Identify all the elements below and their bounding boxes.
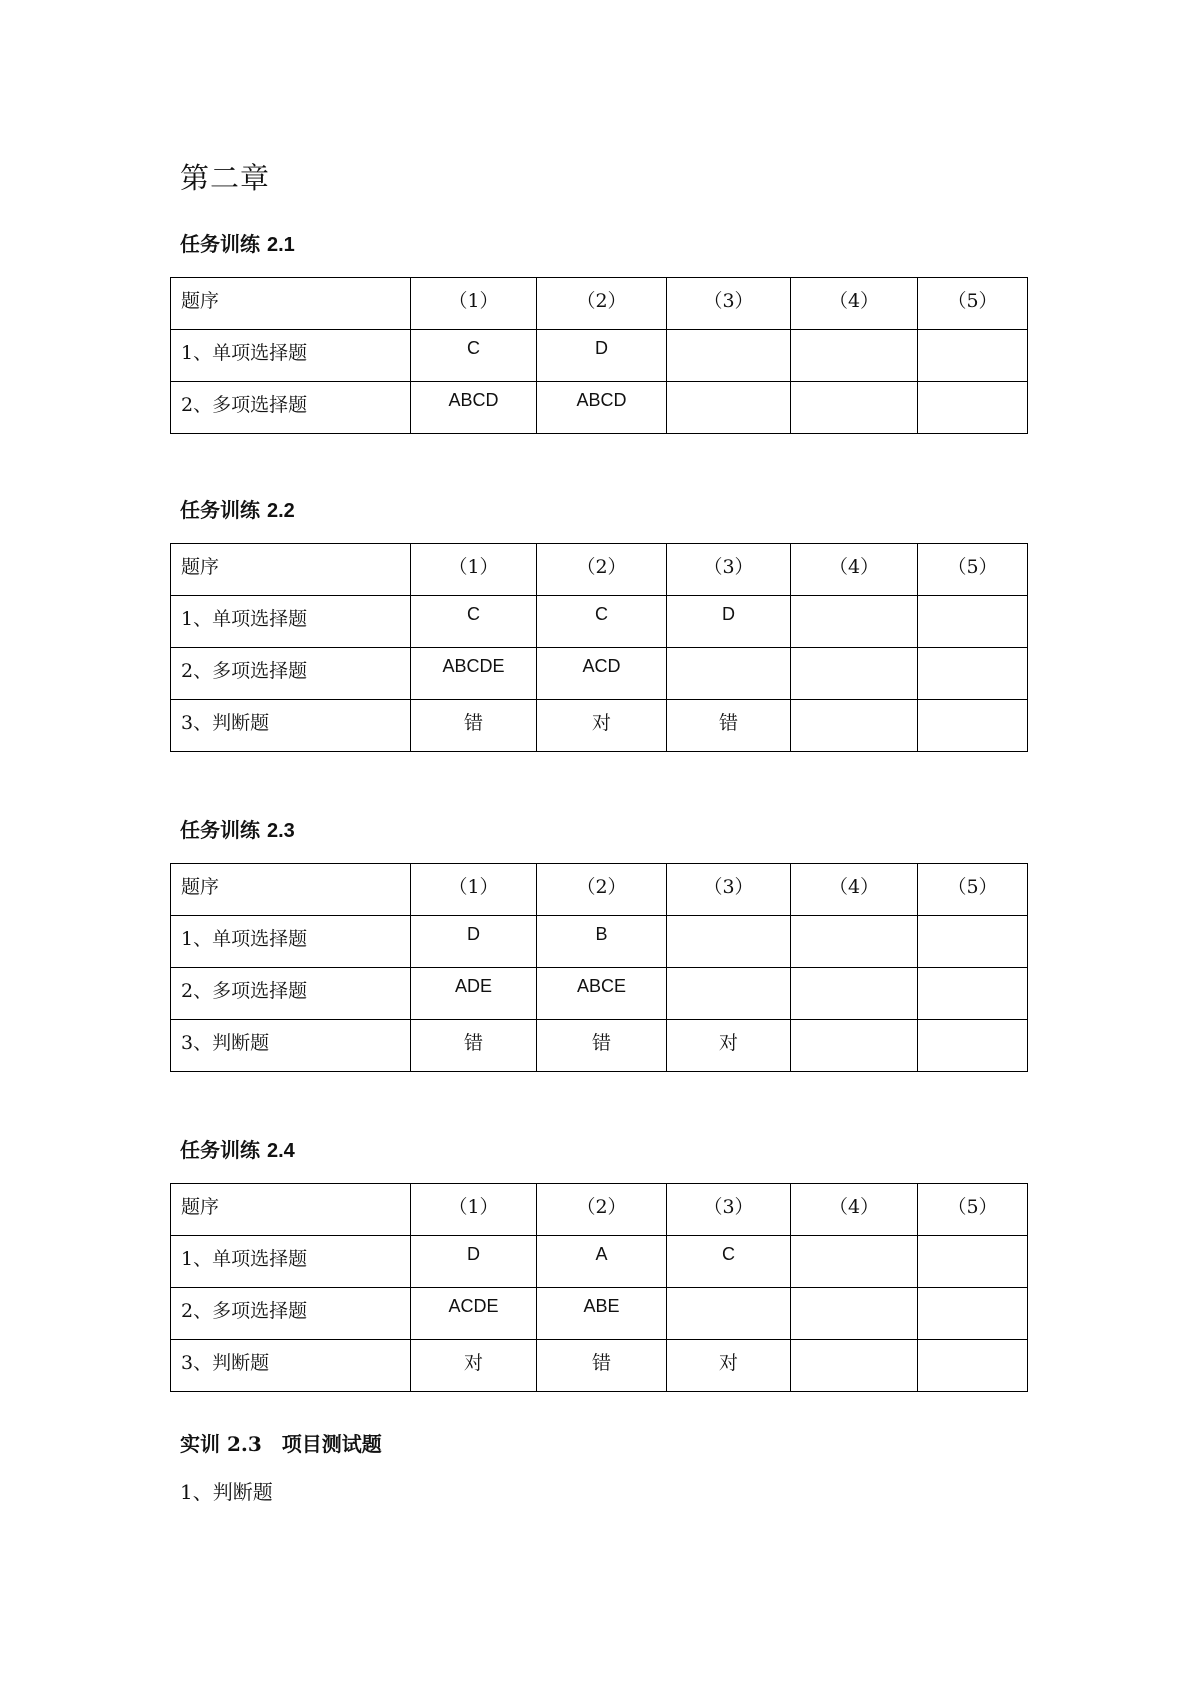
- header-cell: 题序: [171, 544, 411, 596]
- header-cell: （1）: [411, 1184, 537, 1236]
- header-cell: （2）: [537, 278, 667, 330]
- answer-cell: [918, 330, 1028, 382]
- section-heading-label: 任务训练: [180, 818, 260, 842]
- answer-cell: D: [667, 596, 791, 648]
- answer-cell: D: [411, 1236, 537, 1288]
- answer-cell: [918, 382, 1028, 434]
- answer-cell: 对: [667, 1020, 791, 1072]
- answer-cell: ABCD: [537, 382, 667, 434]
- header-cell: （4）: [791, 1184, 918, 1236]
- answer-table-2-2: [170, 543, 1028, 752]
- section-heading-label: 任务训练: [180, 1138, 260, 1162]
- answer-cell: 对: [667, 1340, 791, 1392]
- row-label-cell: 2、多项选择题: [171, 1288, 411, 1340]
- header-cell: 题序: [171, 278, 411, 330]
- header-cell: （4）: [791, 864, 918, 916]
- answer-cell: A: [537, 1236, 667, 1288]
- section-heading-2-3: [180, 814, 295, 843]
- answer-cell: [667, 968, 791, 1020]
- table-row: [171, 1288, 1028, 1340]
- answer-cell: [791, 330, 918, 382]
- section-heading-number: 2.4: [266, 1140, 295, 1162]
- answer-cell: C: [411, 596, 537, 648]
- section-heading-number: 2.1: [266, 234, 295, 256]
- table-row: [171, 700, 1028, 752]
- table-row: [171, 916, 1028, 968]
- answer-cell: ADE: [411, 968, 537, 1020]
- row-label-cell: 1、单项选择题: [171, 916, 411, 968]
- answer-table-2-3: [170, 863, 1028, 1072]
- answer-cell: [918, 1020, 1028, 1072]
- answer-cell: ACD: [537, 648, 667, 700]
- header-cell: （4）: [791, 278, 918, 330]
- header-cell: （2）: [537, 1184, 667, 1236]
- table-row: [171, 968, 1028, 1020]
- answer-cell: [791, 916, 918, 968]
- row-label-cell: 1、单项选择题: [171, 330, 411, 382]
- answer-cell: 错: [411, 700, 537, 752]
- practice-item: 1、判断题: [180, 1480, 273, 1504]
- answer-cell: [791, 1236, 918, 1288]
- answer-cell: D: [537, 330, 667, 382]
- table-header-row: [171, 544, 1028, 596]
- answer-cell: C: [537, 596, 667, 648]
- section-heading-2-4: [180, 1134, 295, 1163]
- header-cell: （3）: [667, 864, 791, 916]
- answer-cell: [918, 1236, 1028, 1288]
- answer-cell: ABCDE: [411, 648, 537, 700]
- header-cell: （4）: [791, 544, 918, 596]
- answer-cell: [918, 916, 1028, 968]
- practice-heading: 实训 2.3 项目测试题: [180, 1432, 382, 1456]
- answer-cell: [791, 1020, 918, 1072]
- table-row: [171, 1236, 1028, 1288]
- answer-cell: D: [411, 916, 537, 968]
- answer-cell: ABE: [537, 1288, 667, 1340]
- header-cell: （1）: [411, 864, 537, 916]
- section-heading-number: 2.2: [266, 500, 295, 522]
- answer-cell: 错: [537, 1020, 667, 1072]
- chapter-title: 第二章: [180, 161, 271, 195]
- answer-cell: ABCD: [411, 382, 537, 434]
- row-label-cell: 2、多项选择题: [171, 382, 411, 434]
- table-row: [171, 648, 1028, 700]
- section-heading-label: 任务训练: [180, 498, 260, 522]
- table-header-row: [171, 278, 1028, 330]
- answer-cell: [918, 1340, 1028, 1392]
- header-cell: （3）: [667, 544, 791, 596]
- answer-cell: [918, 968, 1028, 1020]
- answer-cell: [791, 700, 918, 752]
- answer-cell: [918, 1288, 1028, 1340]
- header-cell: （2）: [537, 864, 667, 916]
- answer-cell: [918, 648, 1028, 700]
- header-cell: （5）: [918, 864, 1028, 916]
- answer-cell: [918, 700, 1028, 752]
- table-row: [171, 382, 1028, 434]
- row-label-cell: 2、多项选择题: [171, 648, 411, 700]
- section-heading-2-2: [180, 494, 295, 523]
- row-label-cell: 1、单项选择题: [171, 596, 411, 648]
- answer-cell: [791, 382, 918, 434]
- header-cell: （1）: [411, 278, 537, 330]
- table-row: [171, 596, 1028, 648]
- answer-cell: 错: [411, 1020, 537, 1072]
- answer-table-2-1: [170, 277, 1028, 434]
- table-row: [171, 330, 1028, 382]
- answer-cell: 对: [537, 700, 667, 752]
- answer-cell: ABCE: [537, 968, 667, 1020]
- header-cell: （5）: [918, 1184, 1028, 1236]
- answer-cell: [791, 648, 918, 700]
- answer-cell: [667, 916, 791, 968]
- answer-cell: [667, 1288, 791, 1340]
- answer-cell: [667, 382, 791, 434]
- section-heading-label: 任务训练: [180, 232, 260, 256]
- header-cell: （3）: [667, 1184, 791, 1236]
- answer-cell: ACDE: [411, 1288, 537, 1340]
- row-label-cell: 3、判断题: [171, 1020, 411, 1072]
- answer-cell: [667, 330, 791, 382]
- header-cell: （2）: [537, 544, 667, 596]
- section-heading-2-1: [180, 228, 295, 257]
- answer-cell: [791, 968, 918, 1020]
- header-cell: （5）: [918, 544, 1028, 596]
- answer-table-2-4: [170, 1183, 1028, 1392]
- row-label-cell: 2、多项选择题: [171, 968, 411, 1020]
- header-cell: （5）: [918, 278, 1028, 330]
- row-label-cell: 1、单项选择题: [171, 1236, 411, 1288]
- answer-cell: 对: [411, 1340, 537, 1392]
- row-label-cell: 3、判断题: [171, 700, 411, 752]
- answer-cell: B: [537, 916, 667, 968]
- header-cell: （1）: [411, 544, 537, 596]
- table-header-row: [171, 864, 1028, 916]
- answer-cell: [791, 596, 918, 648]
- answer-cell: [791, 1288, 918, 1340]
- table-header-row: [171, 1184, 1028, 1236]
- row-label-cell: 3、判断题: [171, 1340, 411, 1392]
- header-cell: 题序: [171, 864, 411, 916]
- header-cell: 题序: [171, 1184, 411, 1236]
- answer-cell: C: [667, 1236, 791, 1288]
- answer-cell: 错: [667, 700, 791, 752]
- answer-cell: C: [411, 330, 537, 382]
- section-heading-number: 2.3: [266, 820, 295, 842]
- answer-cell: [918, 596, 1028, 648]
- table-row: [171, 1340, 1028, 1392]
- header-cell: （3）: [667, 278, 791, 330]
- answer-cell: [791, 1340, 918, 1392]
- answer-cell: 错: [537, 1340, 667, 1392]
- answer-cell: [667, 648, 791, 700]
- table-row: [171, 1020, 1028, 1072]
